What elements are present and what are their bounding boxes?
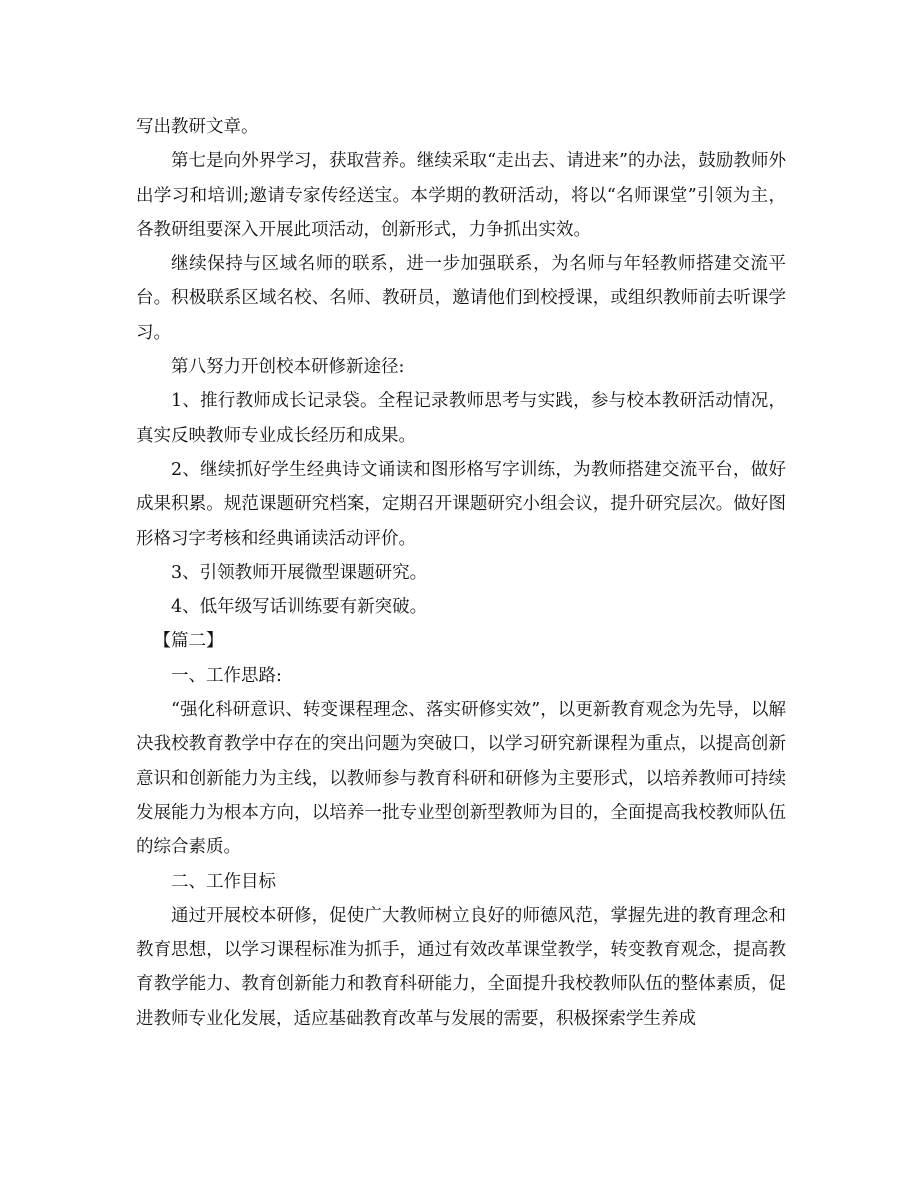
- paragraph: 通过开展校本研修，促使广大教师树立良好的师德风范，掌握先进的教育理念和教育思想，以学习课程标准为抓手，通过有效改革课堂教学，转变教育观念，提高教育教学能力、教育创新能力和教育科研能力，全面提升我校教师队伍的整体素质，促进教师专业化发展，适应基础教育改革与发展的需要，积极探索学生养成: [136, 905, 786, 1029]
- document-body: [136, 110, 786, 1036]
- section-heading: 二、工作目标: [171, 871, 276, 892]
- list-item: 4、低年级写话训练要有新突破。: [171, 597, 428, 618]
- list-item: 3、引领教师开展微型课题研究。: [171, 562, 428, 583]
- paragraph: 写出教研文章。: [136, 117, 259, 137]
- list-item: 2、继续抓好学生经典诗文诵读和图形格写字训练，为教师搭建交流平台，做好成果积累。规范课题研究档案，定期召开课题研究小组会议，提升研究层次。做好图形格习字考核和经典诵读活动评价。: [136, 459, 786, 549]
- section-heading: 第八努力开创校本研修新途径:: [171, 357, 405, 378]
- paragraph: 继续保持与区域名师的联系，进一步加强联系，为名师与年轻教师搭建交流平台。积极联系区域名校、名师、教研员，邀请他们到校授课，或组织教师前去听课学习。: [136, 254, 786, 343]
- section-heading: 一、工作思路:: [171, 665, 282, 686]
- list-item: 1、推行教师成长记录袋。全程记录教师思考与实践，参与校本教研活动情况，真实反映教师专业成长经历和成果。: [136, 391, 786, 446]
- paragraph: “强化科研意识、转变课程理念、落实研修实效”，以更新教育观念为先导，以解决我校教育教学中存在的突出问题为突破口，以学习研究新课程为重点，以提高创新意识和创新能力为主线，以教师参与教育科研和研修为主要形式，以培养教师可持续发展能力为根本方向，以培养一批专业型创新型教师为目的，全面提高我校教师队伍的综合素质。: [136, 700, 786, 858]
- part-heading: 【篇二】: [153, 631, 224, 652]
- paragraph: 第七是向外界学习，获取营养。继续采取“走出去、请进来”的办法，鼓励教师外出学习和培训;邀请专家传经送宝。本学期的教研活动，将以“名师课堂”引领为主，各教研组要深入开展此项活动，创新形式，力争抓出实效。: [136, 151, 786, 240]
